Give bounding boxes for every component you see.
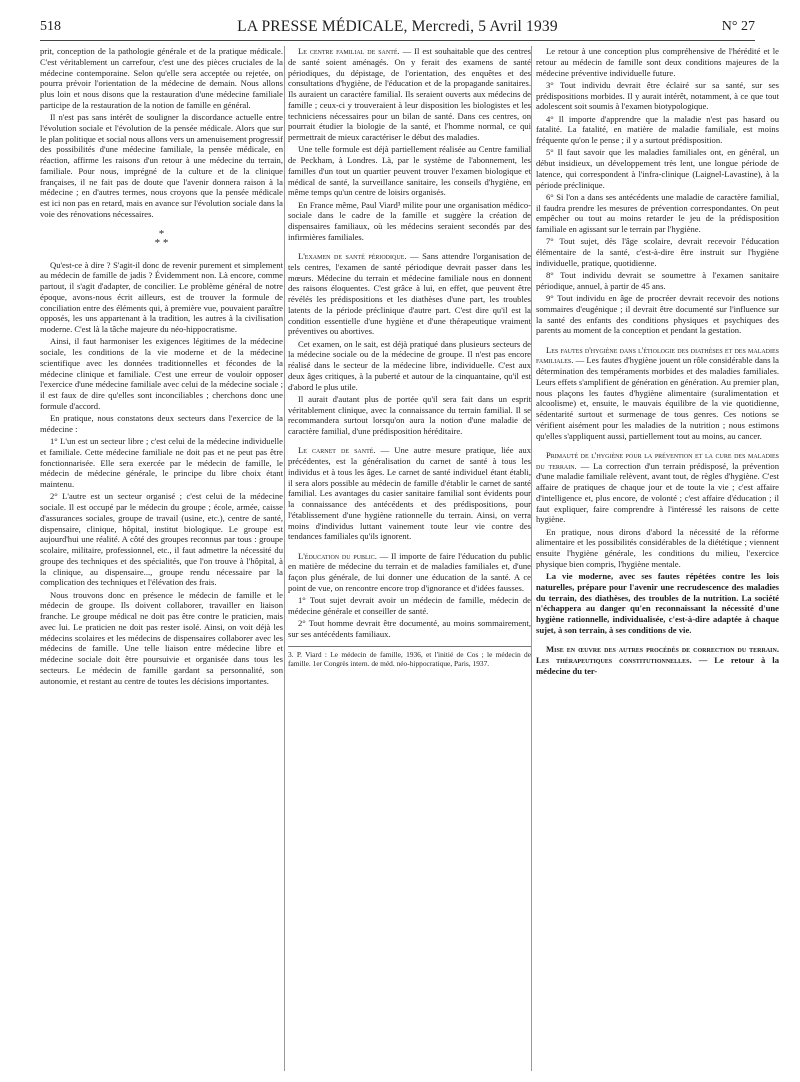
section-paragraph: L'examen de santé périodique. — Sans attendre l'organisation de tels centres, l'examen de santé périodique devrait passer dans les mœurs. Médecine du terrain et médecine familiale nous en donnent des raisons éloquentes. C'est grâce à lui, en effet, que peuvent être révélés les prédispositions et les diathèses d'une part, les troubles latents de la période préclinique d'autre part. C'est dire qu'il est la condition essentielle d'une hygiène et d'une thérapeutique vraiment préventives ou abortives.: [288, 251, 531, 337]
paragraph: Il aurait d'autant plus de portée qu'il sera fait dans un esprit véritablement clinique, avec la connaissance du terrain familial. Il se recommandera surtout lorsqu'on aura la notion d'une maladie de caractère familial, d'une prédisposition héréditaire.: [288, 393, 531, 436]
column-divider: [531, 46, 532, 1071]
paragraph: En pratique, nous constatons deux secteurs dans l'exercice de la médecine :: [40, 413, 283, 434]
section-paragraph: Primauté de l'hygiène pour la prévention et la cure des maladies du terrain. — La correction d'un terrain prédisposé, la prévention d'une maladie familiale relèvent, avant tout, de règles d'hygiène. C'est affaire de pratiques de chaque jour et de toute la vie ; c'est affaire d'intelligence et, plus encore, de volonté ; c'est affaire d'éducation ; il faut expliquer, faire comprendre à l'intéressé les raisons de cette hygiène.: [536, 449, 779, 525]
section-heading: Le carnet de santé.: [298, 445, 376, 456]
section-paragraph: Les fautes d'hygiène dans l'étiologie des diathèses et des maladies familiales. — Les fautes d'hygiène jouent un rôle considérable dans la détermination des tempéraments morbides et des maladies familiales. Leurs effets s'amplifient de génération en génération. Au premier plan, nous plaçons les fautes d'hygiène alimentaire (suralimentation et alcoolisme) et, ensuite, le mauvais équilibre de la vie quotidienne, sédentarité surtout et surmenage de tous genres. Ces notions se vérifient aisément pour les maladies de la nutrition ; nous estimons qu'elles s'appliquent aussi, partiellement tout au moins, au cancer.: [536, 344, 779, 441]
issue-number: N° 27: [721, 19, 755, 34]
paragraph: 4° Il importe d'apprendre que la maladie n'est pas hasard ou fatalité. La fatalité, en matière de maladie familiale, est moins fréquente qu'on le pense ; il y a surtout prédisposition.: [536, 113, 779, 145]
footnote: 3. P. Viard : Le médecin de famille, 1936, et l'initié de Cos ; le médecin de famille. 1er Congrès intern. de méd. néo-hippocratique, Paris, 1937.: [288, 646, 531, 668]
page-number: 518: [40, 19, 61, 34]
paragraph: 1° Tout sujet devrait avoir un médecin de famille, médecin de médecine générale et conseiller de santé.: [288, 595, 531, 616]
column-3: [536, 46, 779, 1076]
section-heading: L'examen de santé périodique.: [298, 251, 407, 261]
section-heading: L'éducation du public.: [298, 550, 377, 561]
paragraph: 5° Il faut savoir que les maladies familiales ont, en général, un début insidieux, un développement très lent, une longue période de latence, qui correspondent à l'infra-clinique (Laignel-Lavastine), à la période préclinique.: [536, 147, 779, 190]
section-separator: * * *: [154, 227, 169, 249]
section-heading: Le centre familial de santé.: [298, 46, 400, 56]
column-divider: [284, 46, 285, 1071]
paragraph: En pratique, nous dirons d'abord la nécessité de la réforme alimentaire et les possibilités considérables de la diététique ; viennent ensuite l'hygiène générale, les conditions du milieu, l'exercice physique bien compris, l'hygiène mentale.: [536, 526, 779, 569]
paragraph: Cet examen, on le sait, est déjà pratiqué dans plusieurs secteurs de la médecine sociale ou de la médecine de groupe. Il n'est pas encore réalisé dans le secteur de la médecine libre, individuelle. C'est aux deux âges critiques, à la puberté et autour de la cinquantaine, qu'il est d'abord le plus utile.: [288, 338, 531, 392]
column-1: [40, 46, 283, 1076]
paragraph: Ainsi, il faut harmoniser les exigences légitimes de la médecine sociale, les conditions de la vie moderne et de la médecine scientifique avec les données traditionnelles et fécondes de la médecine clinique et familiale. C'est une erreur de vouloir opposer l'exercice d'une médecine familiale avec celui de la médecine sociale ; il est faux de dire qu'elles sont inconciliables ; cherchons donc une formule d'accord.: [40, 336, 283, 411]
paragraph: Il n'est pas sans intérêt de souligner la discordance actuelle entre l'évolution sociale et l'évolution de la pensée médicale. Alors que sur le plan politique et social nous allons vers un amenuisement progressif des possibilités d'une médecine familiale, la pensée médicale, en réaction, affirme les raisons d'un retour à une médecine du terrain, familiale. Pour nous, imprégné de la culture et de la clinique françaises, il ne fait pas de doute que l'avenir donnera raison à la médecine ; en d'autres termes, nous croyons que la pensée médicale est ici non pas en retard, mais en avance sur l'évolution sociale dans la voie des rénovations nécessaires.: [40, 112, 283, 219]
paragraph: Nous trouvons donc en présence le médecin de famille et le médecin de groupe. Ils doivent collaborer, travailler en liaison franche. Le groupe médical ne doit pas être contre le praticien, mais avec lui. Le praticien ne doit pas rester isolé. Ainsi, on voit déjà les médecins scolaires et les médecins de dispensaires collaborer avec les médecins de famille. Une telle liaison entre médecine libre et médecine sociale doit être poursuivie et organisée dans tous les secteurs. Le médecin de famille gardant sa personnalité, son autonomie, et restant au centre de toutes les décisions importantes.: [40, 589, 283, 686]
section-heading: Primauté de l'hygiène pour la prévention et la cure des maladies du terrain.: [536, 449, 779, 471]
paragraph: 2° L'autre est un secteur organisé ; c'est celui de la médecine sociale. Il est occupé par le médecin du groupe ; école, armée, caisse d'assurances sociales, groupe de travail (usine, etc.), centre de santé, dispensaire, clinique, hôpital, institut biologique. Le groupe est aujourd'hui une réalité. A côté des groupes reconnus par tous : groupe scolaire, militaire, professionnel, etc., il faut admettre la nécessité du groupe des techniques et des spécialités, que l'on trouve à l'hôpital, à la clinique, au dispensaire..., groupe rendu nécessaire par la complication des techniques et l'élévation des frais.: [40, 491, 283, 588]
paragraph: Une telle formule est déjà partiellement réalisée au Centre familial de Peckham, à Londres. Là, par le système de l'abonnement, les familles d'un tout un quartier peuvent trouver l'examen biologique et médical de santé, la surveillance sanitaire, les conseils d'hygiène, en même temps qu'un centre de loisirs organisés.: [288, 144, 531, 198]
paragraph: En France même, Paul Viard³ milite pour une organisation médico-sociale dans le cadre de la famille et suggère la création de dispensaires familiaux, où les médecins seraient secondés par des infirmières familiales.: [288, 199, 531, 242]
section-paragraph: Le centre familial de santé. — Il est souhaitable que des centres de santé soient aménagés. On y ferait des examens de santé périodiques, du dépistage, de l'orientation, des enquêtes et des consultations d'hygiène, de l'éducation et de la propagande sanitaires. Ils auraient un caractère familial. Ils seraient ouverts aux médecins de famille ; ceux-ci y trouveraient à leur disposition les biologistes et les techniciens nécessaires pour un bilan de santé. Dans ces centres, on pourrait étudier la biologie de la santé, et l'homme normal, ce qui permettrait de mieux caractériser le début des maladies.: [288, 46, 531, 142]
paragraph: 3° Tout individu devrait être éclairé sur sa santé, sur ses prédispositions morbides. Il y aurait intérêt, notamment, à ce que tout adolescent soit soumis à l'examen biotypologique.: [536, 79, 779, 112]
paragraph: 6° Si l'on a dans ses antécédents une maladie de caractère familial, il faudra prendre les mesures de prévention correspondantes. On peut empêcher ou tout au moins retarder le jeu de la prédisposition familiale en agissant sur le terrain par l'hygiène.: [536, 191, 779, 234]
paragraph: Qu'est-ce à dire ? S'agit-il donc de revenir purement et simplement au médecin de famille de jadis ? Évidemment non. Là encore, comme partout, il s'agit d'adapter, de concilier. Le problème général de notre époque, avons-nous écrit ailleurs, est de trouver la formule de conciliation entre des éléments qui, à première vue, pouvaient paraître opposés, les uns appartenant à la tradition, les autres à la civilisation moderne. C'est là la tâche majeure du néo-hippocratisme.: [40, 259, 283, 334]
paragraph: 7° Tout sujet, dès l'âge scolaire, devrait recevoir l'éducation élémentaire de la santé, c'est-à-dire être instruit sur l'hygiène individuelle, pratique, quotidienne.: [536, 236, 779, 268]
column-2: [288, 46, 531, 1076]
paragraph: 1° L'un est un secteur libre ; c'est celui de la médecine individuelle et familiale. Cette médecine familiale ne doit pas et ne peut pas être fonctionnarisée. Elle sera exercée par le médecin de famille, le médecin de médecine générale, le principe du libre choix étant maintenu.: [40, 436, 283, 489]
paragraph: 8° Tout individu devrait se soumettre à l'examen sanitaire périodique, annuel, à partir de 45 ans.: [536, 270, 779, 291]
paragraph: Le retour à une conception plus compréhensive de l'hérédité et le retour au médecin de famille sont deux conditions majeures de la médecine préventive individuelle future.: [536, 46, 779, 78]
section-heading: Les fautes d'hygiène dans l'étiologie des diathèses et des maladies familiales.: [536, 344, 779, 366]
section-paragraph: L'éducation du public. — Il importe de faire l'éducation du public en matière de médecine du terrain et de maladies familiales et, d'une façon plus générale, de lui donner une éducation de la santé. A ce point de vue, on rencontre encore trop d'ignorance et d'idées fausses.: [288, 550, 531, 593]
paragraph: 9° Tout individu en âge de procréer devrait recevoir des notions sommaires d'eugénique ; il devrait être documenté sur l'influence sur la santé des enfants des conditions physiques et psychiques des parents au moment de la conception et pendant la gestation.: [536, 293, 779, 336]
paragraph: La vie moderne, avec ses fautes répétées contre les lois naturelles, prépare pour l'avenir une recrudescence des maladies du terrain, des diathèses, des troubles de la nutrition. La société n'échappera au danger qu'en reconnaissant la nécessité d'une hygiène rationnelle, individualisée, c'est-à-dire adaptée à chaque sujet, à son terrain, à ses conditions de vie.: [536, 571, 779, 635]
section-heading: Mise en œuvre des autres procédés de correction du terrain. Les thérapeutiques constitutionnelles.: [536, 644, 779, 665]
section-paragraph: Mise en œuvre des autres procédés de correction du terrain. Les thérapeutiques constitutionnelles. — Le retour à la médecine du ter-: [536, 644, 779, 676]
paragraph: prit, conception de la pathologie générale et de la pratique médicale. C'est véritablement un carrefour, c'est une des pièces cruciales de la médecine contemporaine. Selon qu'elle sera acceptée ou rejetée, on pourra prévoir l'orientation de la médecine de demain. Nous allons plus loin et nous disons que la restauration d'une médecine familiale participe de la restauration de la notion de famille en général.: [40, 46, 283, 110]
page-header: [40, 18, 755, 41]
paragraph: 2° Tout homme devrait être documenté, au moins sommairement, sur ses antécédents familiaux.: [288, 618, 531, 639]
journal-title: LA PRESSE MÉDICALE, Mercredi, 5 Avril 1939: [237, 18, 558, 35]
section-paragraph: Le carnet de santé. — Une autre mesure pratique, liée aux précédentes, est la généralisation du carnet de santé à tous les individus et à tous les âges. Le carnet de santé individuel étant établi, il sera alors possible au médecin de famille d'établir le carnet de santé familial. Les avantages du casier sanitaire familial sont évidents pour la connaissance des antécédents et des prédispositions, pour l'établissement d'une hygiène rationnelle du terrain. Ainsi, on verra moins d'individus luttant vainement toute leur vie contre des tendances familiales qu'ils ignorent.: [288, 445, 531, 542]
